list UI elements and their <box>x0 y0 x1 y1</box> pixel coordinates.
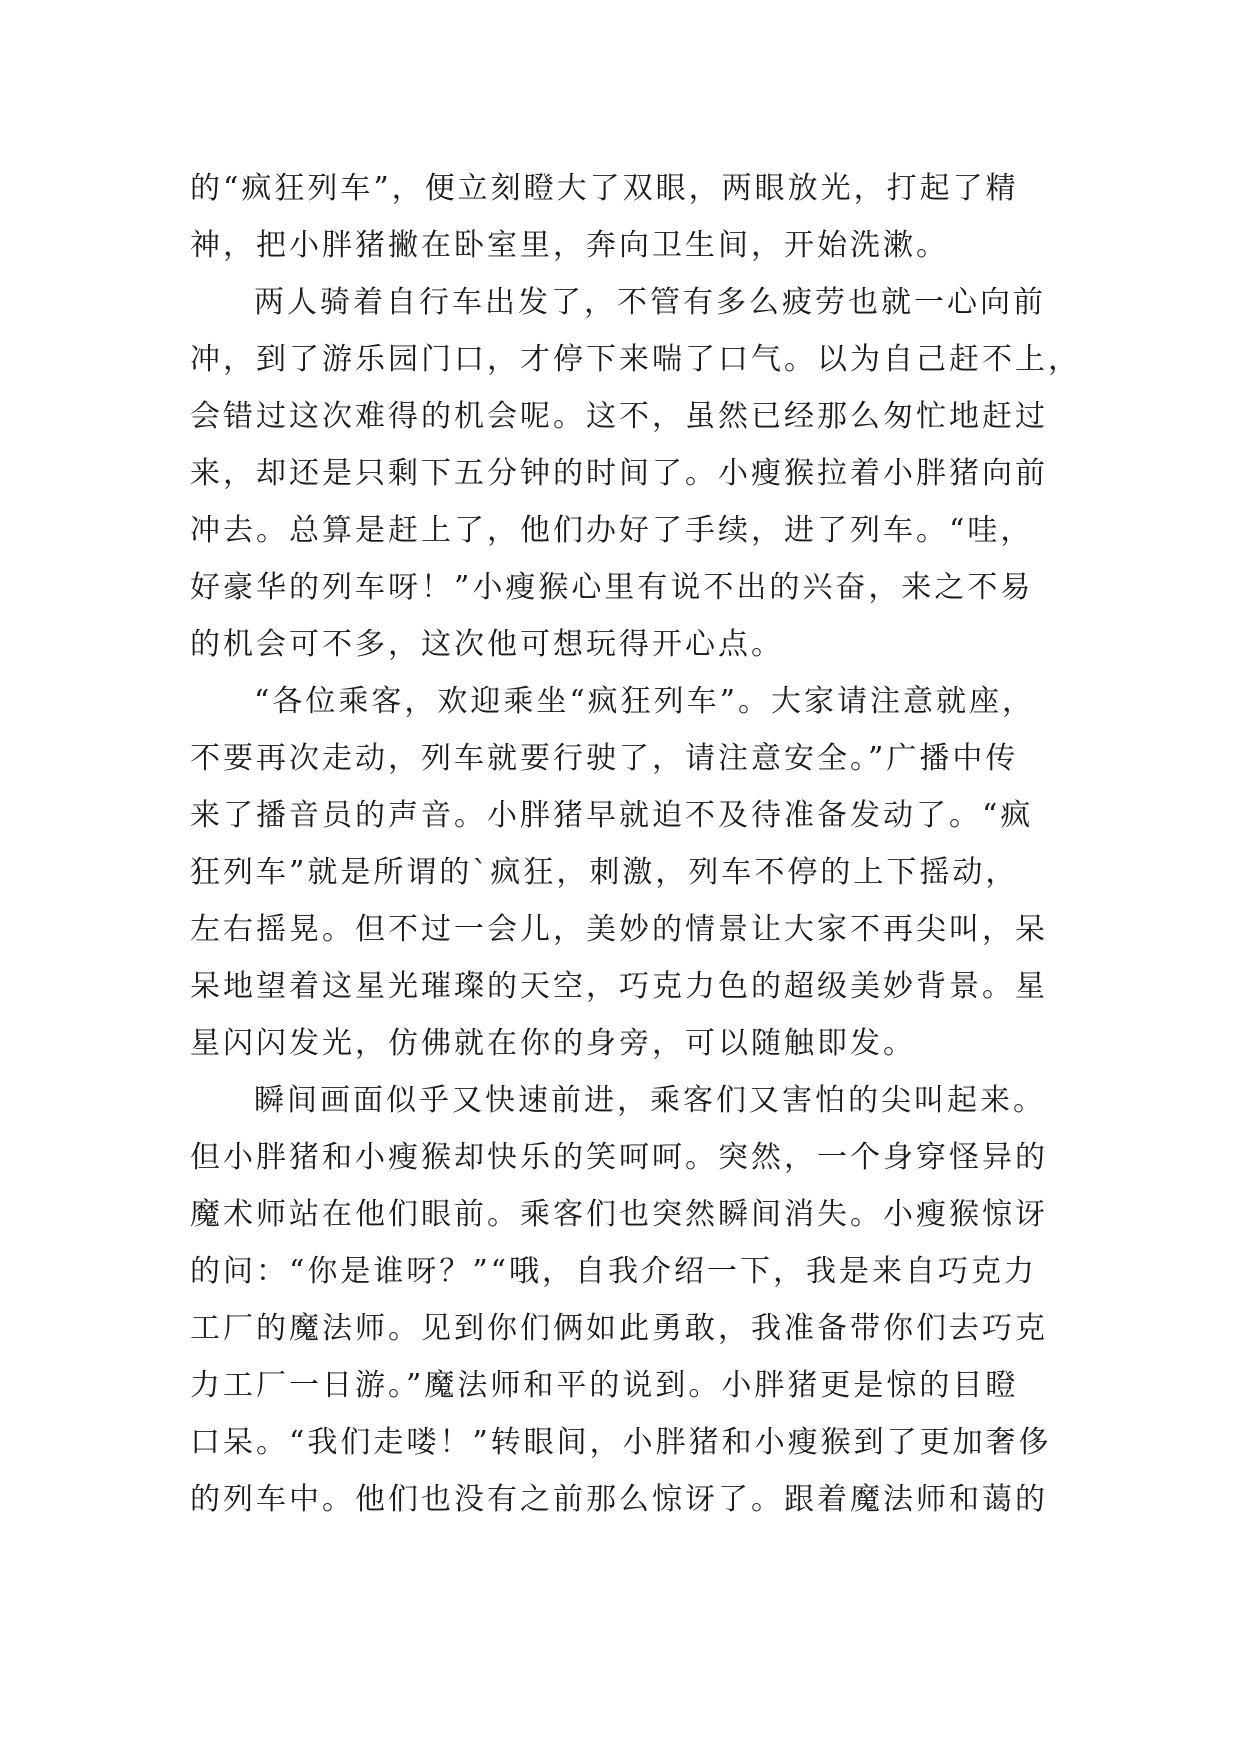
text-line: 的机会可不多，这次他可想玩得开心点。 <box>190 627 784 662</box>
text-line: 神，把小胖猪撇在卧室里，奔向卫生间，开始洗漱。 <box>190 228 949 263</box>
text-line: 来，却还是只剩下五分钟的时间了。小瘦猴拉着小胖猪向前 <box>190 456 1048 491</box>
text-line: 的列车中。他们也没有之前那么惊讶了。跟着魔法师和蔼的 <box>190 1482 1048 1517</box>
text-line: 好豪华的列车呀！”小瘦猴心里有说不出的兴奋，来之不易 <box>190 570 1034 605</box>
text-line: 工厂的魔法师。见到你们俩如此勇敢，我准备带你们去巧克 <box>190 1311 1048 1346</box>
text-line: 会错过这次难得的机会呢。这不，虽然已经那么匆忙地赶过 <box>190 399 1048 434</box>
text-line: 魔术师站在他们眼前。乘客们也突然瞬间消失。小瘦猴惊讶 <box>190 1197 1048 1232</box>
text-line: 来了播音员的声音。小胖猪早就迫不及待准备发动了。“疯 <box>190 798 1034 833</box>
text-line: “各位乘客，欢迎乘坐“疯狂列车”。大家请注意就座， <box>254 684 1036 719</box>
text-line: 力工厂一日游。”魔法师和平的说到。小胖猪更是惊的目瞪 <box>190 1368 1019 1403</box>
text-line: 呆地望着这星光璀璨的天空，巧克力色的超级美妙背景。星 <box>190 969 1048 1004</box>
text-line: 的问：“你是谁呀？”“哦，自我介绍一下，我是来自巧克力 <box>190 1254 1038 1289</box>
text-line: 口呆。“我们走喽！”转眼间，小胖猪和小瘦猴到了更加奢侈 <box>190 1425 1052 1460</box>
text-line: 星闪闪发光，仿佛就在你的身旁，可以随触即发。 <box>190 1026 916 1061</box>
text-line: 的“疯狂列车”，便立刻瞪大了双眼，两眼放光，打起了精 <box>190 171 1019 206</box>
text-line: 狂列车”就是所谓的`疯狂，刺激，列车不停的上下摇动， <box>190 855 1019 890</box>
text-line: 两人骑着自行车出发了，不管有多么疲劳也就一心向前 <box>254 285 1046 320</box>
text-line: 但小胖猪和小瘦猴却快乐的笑呵呵。突然，一个身穿怪异的 <box>190 1140 1048 1175</box>
text-line: 冲，到了游乐园门口，才停下来喘了口气。以为自己赶不上， <box>190 342 1081 377</box>
text-line: 左右摇晃。但不过一会儿，美妙的情景让大家不再尖叫，呆 <box>190 912 1048 947</box>
text-line: 瞬间画面似乎又快速前进，乘客们又害怕的尖叫起来。 <box>254 1083 1046 1118</box>
text-line: 不要再次走动，列车就要行驶了，请注意安全。”广播中传 <box>190 741 1019 776</box>
text-line: 冲去。总算是赶上了，他们办好了手续，进了列车。“哇， <box>190 513 1034 548</box>
body-text <box>190 160 1081 1528</box>
